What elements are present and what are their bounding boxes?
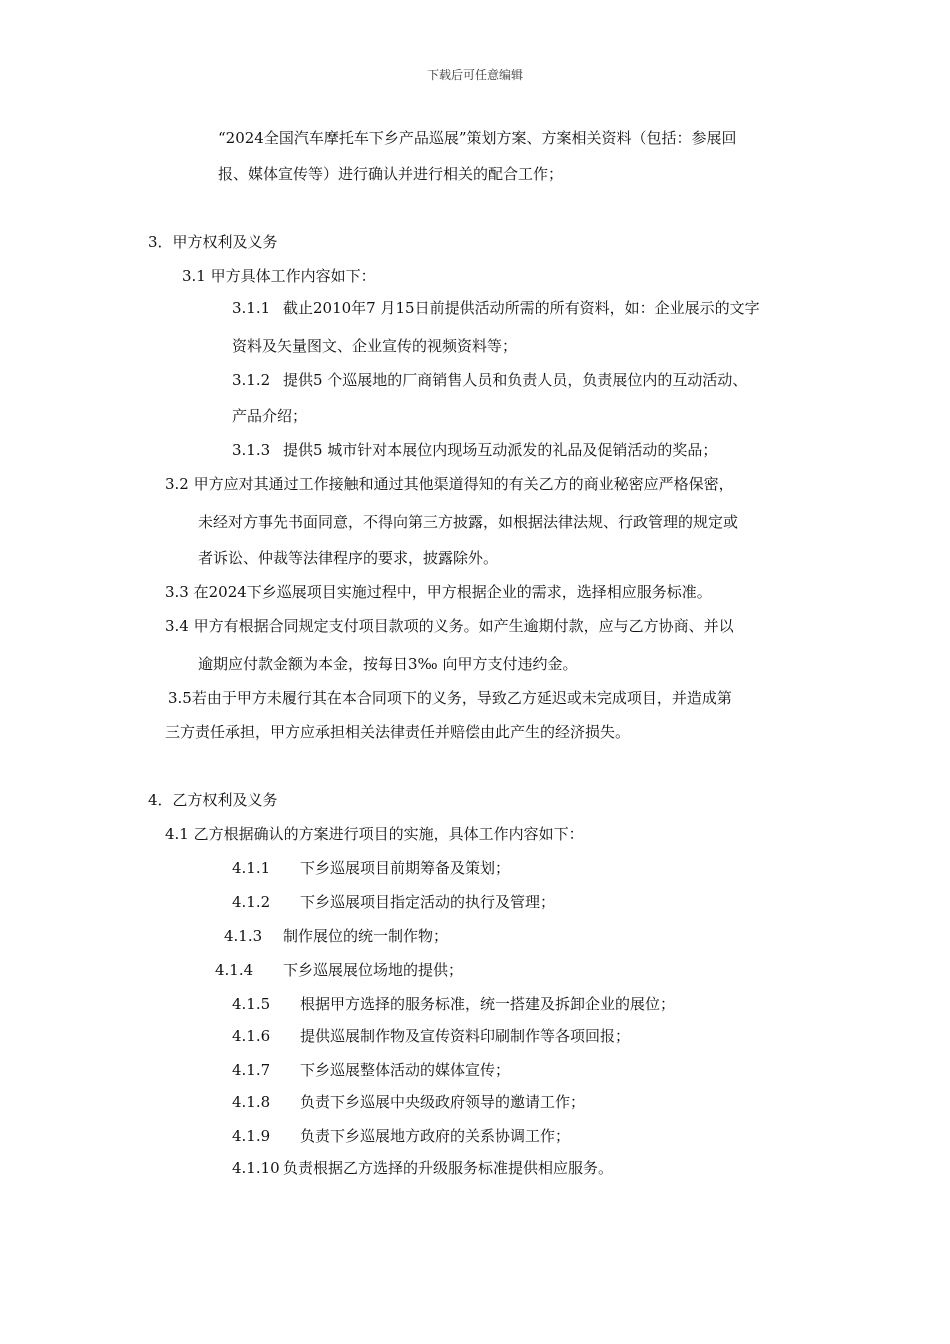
item-text: 下乡巡展展位场地的提供；: [283, 961, 464, 979]
item-text: 下乡巡展整体活动的媒体宣传；: [300, 1061, 511, 1079]
item-text: 提供巡展制作物及宣传资料印刷制作等各项回报；: [300, 1027, 631, 1045]
item-num: 4.1.5: [232, 995, 271, 1013]
section-3-1-2-num: 3.1.2: [232, 371, 271, 389]
item-num: 4.1.10: [232, 1159, 280, 1177]
intro-line-1: “2024全国汽车摩托车下乡产品巡展”策划方案、方案相关资料（包括：参展回: [218, 129, 737, 147]
section-3-1-title: 3.1 甲方具体工作内容如下：: [182, 267, 376, 285]
item-num: 4.1.6: [232, 1027, 271, 1045]
section-3-5-line-2: 三方责任承担，甲方应承担相关法律责任并赔偿由此产生的经济损失。: [165, 723, 631, 741]
section-4-1-title: 4.1 乙方根据确认的方案进行项目的实施，具体工作内容如下：: [165, 825, 584, 843]
section-3-1-1-line-2: 资料及矢量图文、企业宣传的视频资料等；: [232, 337, 518, 355]
section-3-4-line-1: 3.4 甲方有根据合同规定支付项目款项的义务。如产生逾期付款，应与乙方协商、并以: [165, 617, 734, 635]
item-text: 下乡巡展项目前期筹备及策划；: [300, 859, 511, 877]
section-3-3-line-1: 3.3 在2024下乡巡展项目实施过程中，甲方根据企业的需求，选择相应服务标准。: [165, 583, 712, 601]
section-3-1-3-line-1: 提供5 城市针对本展位内现场互动派发的礼品及促销活动的奖品；: [283, 441, 718, 459]
section-3-2-line-1: 3.2 甲方应对其通过工作接触和通过其他渠道得知的有关乙方的商业秘密应严格保密，: [165, 475, 734, 493]
section-3-1-2-line-1: 提供5 个巡展地的厂商销售人员和负责人员，负责展位内的互动活动、: [283, 371, 748, 389]
section-3-title: 3．甲方权利及义务: [148, 233, 278, 251]
section-3-1-3-num: 3.1.3: [232, 441, 271, 459]
item-num: 4.1.2: [232, 893, 271, 911]
item-text: 根据甲方选择的服务标准，统一搭建及拆卸企业的展位；: [300, 995, 676, 1013]
item-text: 负责下乡巡展地方政府的关系协调工作；: [300, 1127, 571, 1145]
item-text: 负责根据乙方选择的升级服务标准提供相应服务。: [283, 1159, 614, 1177]
item-num: 4.1.3: [224, 927, 263, 945]
section-3-1-1-line-1: 截止2010年7 月15日前提供活动所需的所有资料，如：企业展示的文字: [283, 299, 760, 317]
section-3-2-line-3: 者诉讼、仲裁等法律程序的要求，披露除外。: [198, 549, 499, 567]
section-3-1-1-num: 3.1.1: [232, 299, 271, 317]
section-4-title: 4．乙方权利及义务: [148, 791, 278, 809]
item-num: 4.1.1: [232, 859, 271, 877]
section-3-1-2-line-2: 产品介绍；: [232, 407, 308, 425]
section-3-5-line-1: 3.5若由于甲方未履行其在本合同项下的义务，导致乙方延迟或未完成项目，并造成第: [168, 689, 732, 707]
item-num: 4.1.9: [232, 1127, 271, 1145]
item-text: 下乡巡展项目指定活动的执行及管理；: [300, 893, 556, 911]
section-3-2-line-2: 未经对方事先书面同意，不得向第三方披露，如根据法律法规、行政管理的规定或: [198, 513, 739, 531]
item-text: 负责下乡巡展中央级政府领导的邀请工作；: [300, 1093, 586, 1111]
item-num: 4.1.7: [232, 1061, 271, 1079]
intro-line-2: 报、媒体宣传等）进行确认并进行相关的配合工作；: [218, 165, 564, 183]
section-3-4-line-2: 逾期应付款金额为本金，按每日3‰ 向甲方支付违约金。: [198, 655, 578, 673]
item-num: 4.1.4: [215, 961, 254, 979]
item-text: 制作展位的统一制作物；: [283, 927, 449, 945]
item-num: 4.1.8: [232, 1093, 271, 1111]
header-note: 下载后可任意编辑: [426, 68, 523, 82]
